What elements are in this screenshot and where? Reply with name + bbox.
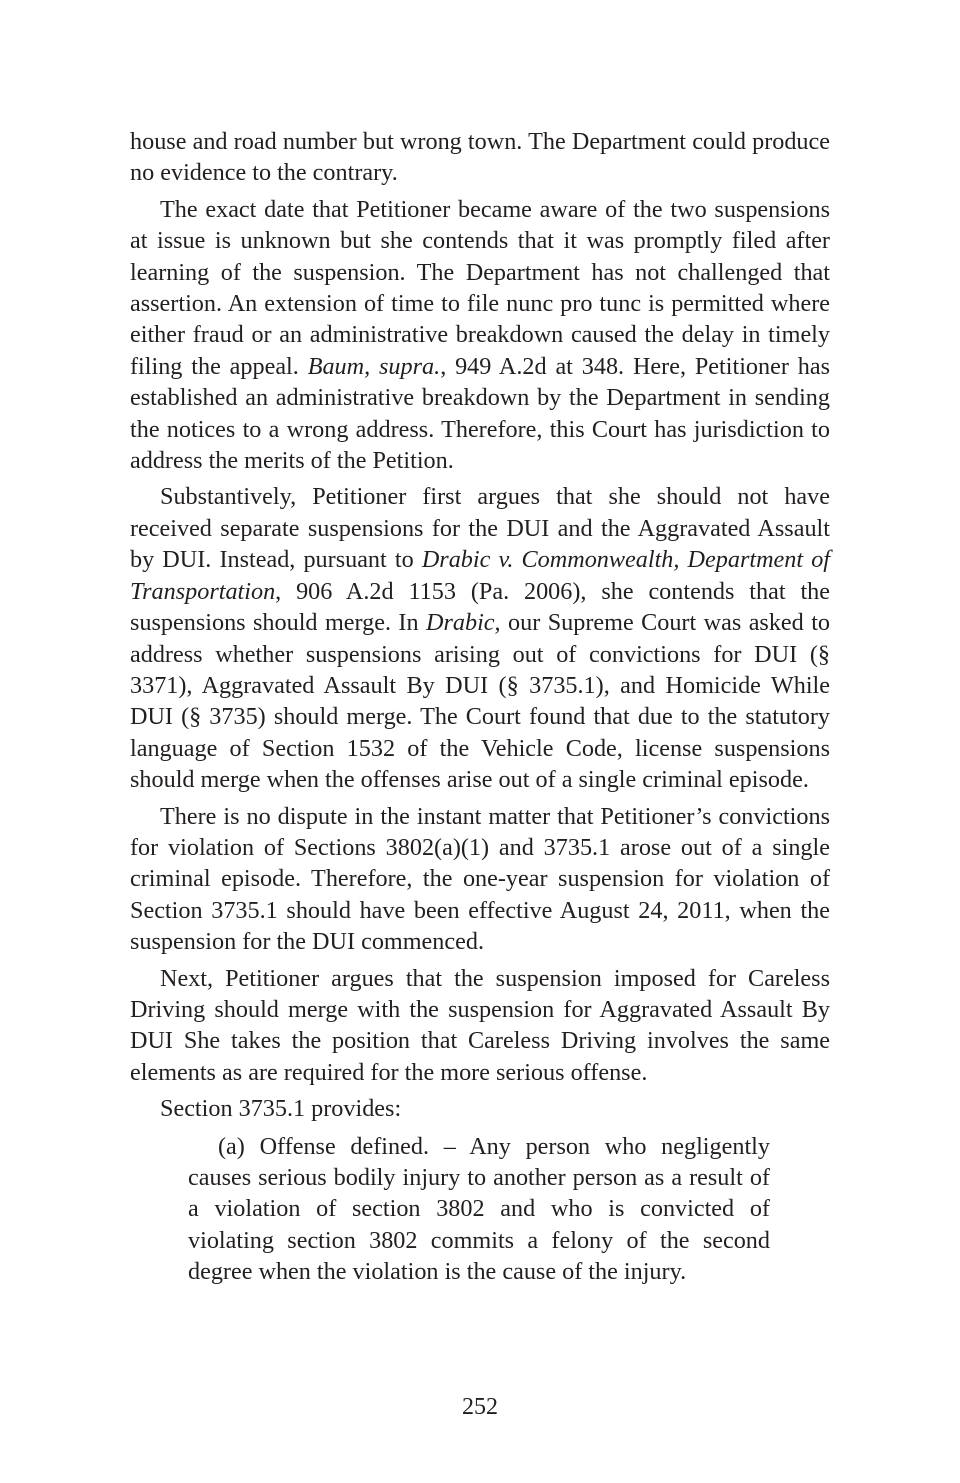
document-page: [130, 126, 830, 1288]
paragraph-4: [130, 801, 830, 958]
paragraph-4-text: There is no dispute in the instant matter that Petitioner’s convictions for violation of Sections 3802(a)(1) and 3735.1 arose out of a single criminal episode. Therefore, the one-year suspension for violation of Section 3735.1 should have been effective August 24, 2011, when the suspension for the DUI commenced.: [130, 802, 830, 956]
paragraph-1-text: house and road number but wrong town. The Department could produce no evidence to the contrary.: [130, 128, 830, 187]
paragraph-1: [130, 126, 830, 189]
paragraph-3: [130, 481, 830, 795]
statute-quote-text: (a) Offense defined. – Any person who negligently causes serious bodily injury to another person as a result of a violation of section 3802 and who is convicted of violating section 3802 commits a felony of the second degree when the violation is the cause of the injury.: [188, 1132, 770, 1286]
paragraph-3-text-c: our Supreme Court was asked to address whether suspensions arising out of convictions for DUI (§ 3371), Aggravated Assault By DUI (§ 3735.1), and Homicide While DUI (§ 3735) should merge. The Court found that due to the statutory language of Section 1532 of the Vehicle Code, license suspensions should merge when the offenses arise out of a single criminal episode.: [130, 609, 831, 794]
paragraph-5-text: Next, Petitioner argues that the suspension imposed for Careless Driving should merge with the suspension for Aggravated Assault By DUI She takes the position that Careless Driving involves the same elements as are required for the more serious offense.: [130, 964, 830, 1086]
paragraph-5: [130, 963, 830, 1089]
paragraph-2-text-rest: , 949 A.2d at 348. Here, Petitioner has established an administrative breakdown by the Department in sending the notices to a wrong address. Therefore, this Court has jurisdiction to address the merits of the Petition.: [130, 352, 830, 475]
paragraph-6: [130, 1093, 830, 1124]
citation-drabic-short: Drabic,: [426, 609, 501, 637]
page-number: 252: [462, 1394, 498, 1420]
paragraph-6-text: Section 3735.1 provides:: [160, 1095, 402, 1123]
paragraph-2: [130, 194, 830, 477]
statute-block-quote: [188, 1131, 770, 1288]
citation-baum: Baum, supra.: [307, 352, 441, 380]
citation-drabic-full: Drabic v. Commonwealth, Department of Transportation: [130, 546, 831, 605]
paragraph-3-text-b: , 906 A.2d 1153 (Pa. 2006), she contends that the suspensions should merge. In: [130, 577, 830, 637]
paragraph-2-text: The exact date that Petitioner became aware of the two suspensions at issue is unknown but she contends that it was promptly filed after learning of the suspension. The Department has not challenged that assertion. An extension of time to file nunc pro tunc is permitted where either fraud or an administrative breakdown caused the delay in timely filing the appeal.: [130, 195, 830, 380]
paragraph-3-text-a: Substantively, Petitioner first argues that she should not have received separate suspensions for the DUI and the Aggravated Assault by DUI. Instead, pursuant to: [130, 483, 830, 574]
